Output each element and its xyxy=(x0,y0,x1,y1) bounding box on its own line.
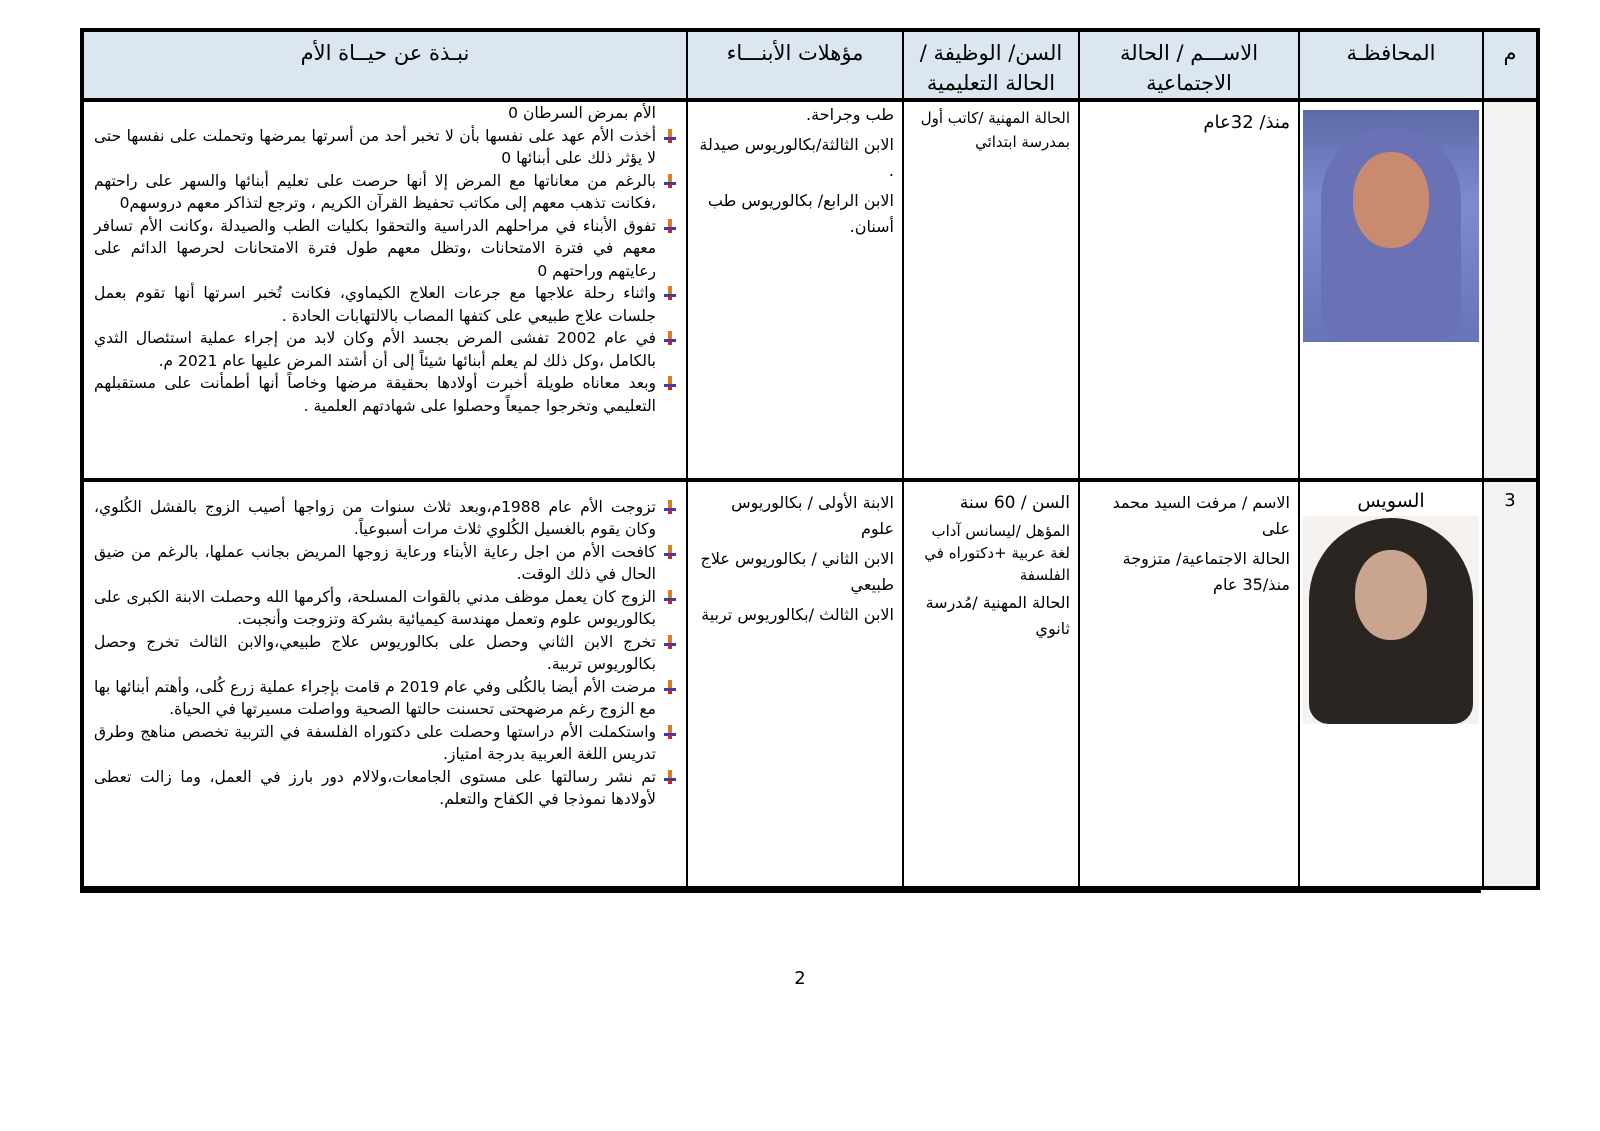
job-line: الحالة المهنية /مُدرسة ثانوي xyxy=(925,592,1070,638)
header-name-status: الاســـم / الحالة الاجتماعية xyxy=(1079,31,1299,101)
status-line: الحالة الاجتماعية/ متزوجة منذ/35 عام xyxy=(1122,548,1290,594)
bullet-icon xyxy=(664,286,676,300)
row-qualifications xyxy=(687,479,903,887)
row-number xyxy=(1483,101,1537,479)
list-item: بالرغم من معاناتها مع المرض إلا أنها حرصت على تعليم أبنائها والسهر على راحتهم ،فكانت تذهب معهم إلى مكاتب تحفيظ القرآن الكريم ، وترجع لتذاكر معهم دروسهم0 xyxy=(94,170,676,215)
bullet-icon xyxy=(664,635,676,649)
bio-lead: الأم بمرض السرطان 0 xyxy=(508,104,656,122)
name-status-text: منذ/ 32عام xyxy=(1203,112,1290,133)
header-mother-bio: نبـذة عن حيــاة الأم xyxy=(83,31,687,101)
header-row xyxy=(83,31,1537,101)
header-children-qualifications: مؤهلات الأبنـــاء xyxy=(687,31,903,101)
row-name-status xyxy=(1079,101,1299,479)
bullet-icon xyxy=(664,770,676,784)
mothers-table xyxy=(83,31,1537,887)
bullet-icon xyxy=(664,129,676,143)
bio-list xyxy=(94,125,676,418)
qual-line: الابن الثالثة/بكالوريوس صيدلة . xyxy=(699,135,894,180)
age-job-text: الحالة المهنية /كاتب أول بمدرسة ابتدائي xyxy=(920,109,1070,151)
row-governorate-photo xyxy=(1299,479,1483,887)
list-item: الزوج كان يعمل موظف مدني بالقوات المسلحة، وأكرمها الله وحصلت الابنة الكبرى على بكالوريوس علوم وتعمل مهندسة كيميائية بشركة وتزوجت وأنجبت. xyxy=(94,586,676,631)
bullet-icon xyxy=(664,331,676,345)
bullet-icon xyxy=(664,219,676,233)
qual-line: الابن الثاني / بكالوريوس علاج طبيعي xyxy=(700,548,894,594)
bullet-icon xyxy=(664,590,676,604)
list-item: واثناء رحلة علاجها مع جرعات العلاج الكيماوي، فكانت تُخبر اسرتها أنها تقوم بعمل جلسات علاج طبيعي على كتفها المصاب بالالتهابات الحادة . xyxy=(94,282,676,327)
bullet-icon xyxy=(664,376,676,390)
bullet-icon xyxy=(664,545,676,559)
mothers-table-container xyxy=(80,28,1540,890)
table-row xyxy=(83,479,1537,887)
qual-line: الابن الثالث /بكالوريوس تربية xyxy=(701,604,894,624)
education-line: المؤهل /ليسانس آداب لغة عربية +دكتوراه في الفلسفة xyxy=(924,521,1070,584)
table-row xyxy=(83,101,1537,479)
qual-line: طب وجراحة. xyxy=(806,105,894,124)
name-line: الاسم / مرفت السيد محمد على xyxy=(1112,492,1290,538)
page-number: 2 xyxy=(794,968,806,989)
row-qualifications xyxy=(687,101,903,479)
header-number: م xyxy=(1483,31,1537,101)
bullet-icon xyxy=(664,174,676,188)
header-governorate: المحافظـة xyxy=(1299,31,1483,101)
bullet-icon xyxy=(664,500,676,514)
list-item: مرضت الأم أيضا بالكُلى وفي عام 2019 م قامت بإجراء عملية زرع كُلى، وأهتم أبنائها بها مع الزوج رغم مرضهحتى تحسنت حالتها الصحية وواصلت مسيرتها في الحياة. xyxy=(94,676,676,721)
row-age-job xyxy=(903,479,1079,887)
bullet-icon xyxy=(664,725,676,739)
row-number: 3 xyxy=(1483,479,1537,887)
list-item: تم نشر رسالتها على مستوى الجامعات،ولالام دور بارز في العمل، وما زالت تعطى لأولادها نموذجا في الكفاح والتعلم. xyxy=(94,766,676,811)
mother-photo xyxy=(1303,516,1479,724)
row-bio xyxy=(83,479,687,887)
bullet-icon xyxy=(664,680,676,694)
row-bio xyxy=(83,101,687,479)
qual-line: الابن الرابع/ بكالوريوس طب أسنان. xyxy=(707,191,894,236)
header-age-job-education: السن/ الوظيفة / الحالة التعليمية xyxy=(903,31,1079,101)
list-item: كافحت الأم من اجل رعاية الأبناء ورعاية زوجها المريض بجانب عملها، بالرغم من ضيق الحال في ذلك الوقت. xyxy=(94,541,676,586)
qual-line: الابنة الأولى / بكالوريوس علوم xyxy=(731,492,894,538)
list-item: تفوق الأبناء في مراحلهم الدراسية والتحقوا بكليات الطب والصيدلة ،وكانت الأم تسافر معهم في فترة الامتحانات ،وتظل معهم طول فترة الامتحانات لحرصها الدائم على رعايتهم وراحتهم 0 xyxy=(94,215,676,283)
list-item: أخذت الأم عهد على نفسها بأن لا تخبر أحد من أسرتها بمرضها وتحملت على نفسها حتى لا يؤثر ذلك على أبنائها 0 xyxy=(94,125,676,170)
list-item: تزوجت الأم عام 1988م،وبعد ثلاث سنوات من زواجها أصيب الزوج بالفشل الكُلوي، وكان يقوم بالغسيل الكُلوي ثلاث مرات أسبوعياً. xyxy=(94,496,676,541)
row-age-job xyxy=(903,101,1079,479)
bio-list xyxy=(94,496,676,811)
list-item: واستكملت الأم دراستها وحصلت على دكتوراه الفلسفة في التربية تخصص مناهج وطرق تدريس اللغة العربية بدرجة امتياز. xyxy=(94,721,676,766)
list-item: وبعد معاناه طويلة أخبرت أولادها بحقيقة مرضها وخاصاً أنها أطمأنت على مستقبلهم التعليمي وتخرجوا جميعاً وحصلوا على شهادتهم العلمية . xyxy=(94,372,676,417)
row-name-status xyxy=(1079,479,1299,887)
list-item: في عام 2002 تفشى المرض بجسد الأم وكان لابد من إجراء عملية استئصال الثدي بالكامل ،وكل ذلك لم يعلم أبنائها شيئاً إلى أن أشتد المرض عليها عام 2021 م. xyxy=(94,327,676,372)
mother-photo xyxy=(1303,110,1479,342)
list-item: تخرج الابن الثاني وحصل على بكالوريوس علاج طبيعي،والابن الثالث تخرج وحصل بكالوريوس تربية. xyxy=(94,631,676,676)
row-governorate-photo xyxy=(1299,101,1483,479)
governorate-name: السويس xyxy=(1357,489,1425,512)
age-line: السن / 60 سنة xyxy=(959,492,1070,513)
